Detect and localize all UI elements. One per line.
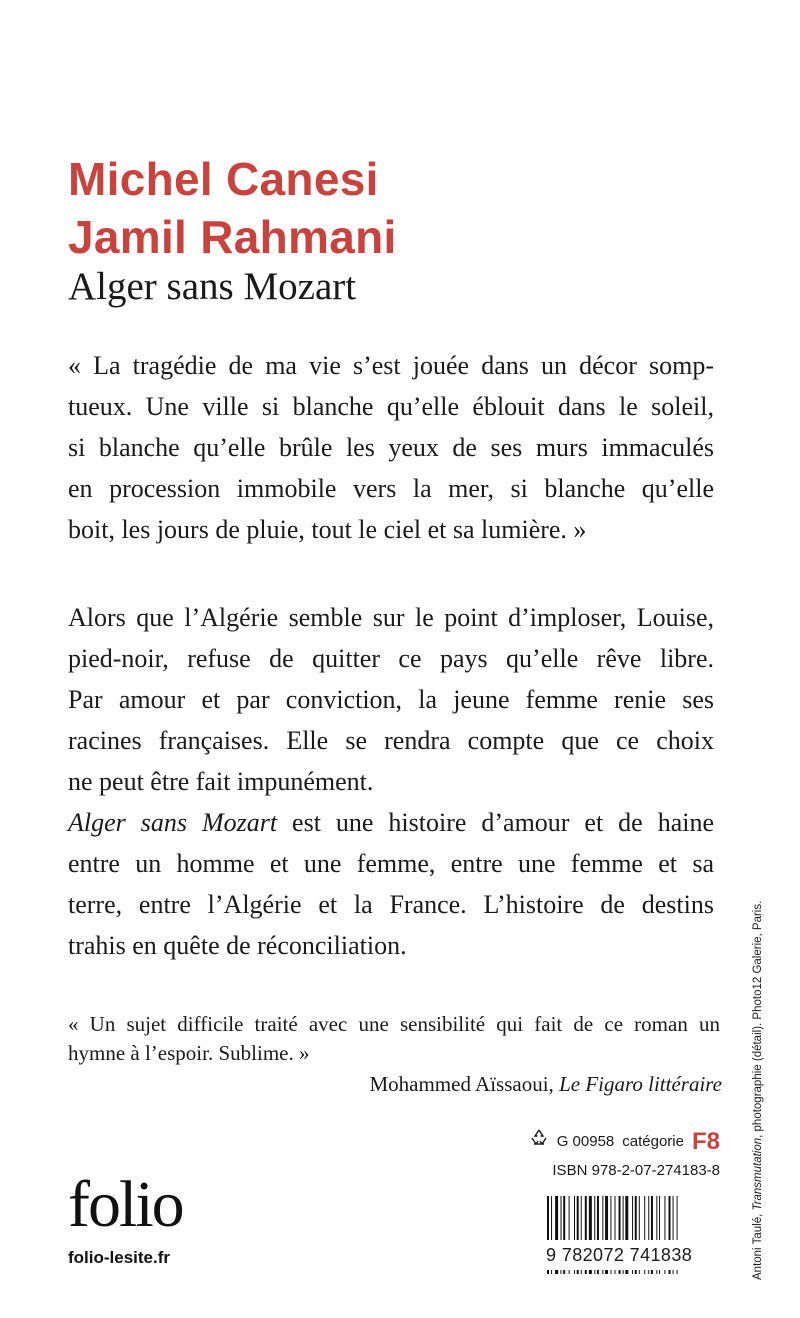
reviewer-name: Mohammed Aïssaoui, [369,1072,560,1096]
description-line: racines françaises. Elle se rendra compte que ce choix [68,726,714,755]
description-line: Alors que l’Algérie semble sur le point d’imploser, Louise, [68,603,714,632]
isbn: ISBN 978-2-07-274183-8 [552,1162,720,1179]
description-line: entre un homme et une femme, entre une femme et sa [68,849,714,878]
review-line: hymne à l’espoir. Sublime. » [68,1041,310,1065]
folio-logo: folio [68,1168,183,1241]
catalog-code: G 00958 [556,1133,615,1150]
category-label: catégorie [622,1133,684,1150]
quote-line: « La tragédie de ma vie s’est jouée dans un décor somp- [68,351,714,380]
description-line: Par amour et par conviction, la jeune femme renie ses [68,685,714,714]
review-line: « Un sujet difficile traité avec une sensibilité qui fait de ce roman un [68,1012,720,1036]
author-name: Jamil Rahmani [68,211,397,263]
press-review [68,1010,720,1068]
description-line: pied-noir, refuse de quitter ce pays qu’elle rêve libre. [68,644,714,673]
publication-name: Le Figaro littéraire [559,1072,722,1096]
credit-artist: Antoni Taulé, [752,1210,764,1280]
opening-quote [68,345,714,550]
author-name: Michel Canesi [68,153,379,205]
quote-line: tueux. Une ville si blanche qu’elle éblouit dans le soleil, [68,392,714,421]
book-title: Alger sans Mozart [68,265,357,308]
publisher-website: folio-lesite.fr [68,1248,171,1267]
authors [68,150,397,266]
credit-source: , photographie (détail). Photo12 Galerie, Paris. [752,900,764,1138]
description-line: terre, entre l’Algérie et la France. L’histoire de destins [68,890,714,919]
review-attribution [369,1070,722,1099]
recycle-icon [529,1128,549,1156]
category-code: F8 [691,1128,720,1155]
description-line: trahis en quête de réconciliation. [68,931,407,960]
credit-work: Transmutation [752,1137,764,1211]
photo-credit [752,901,764,1280]
description-line: ne peut être fait impunément. [68,767,374,796]
barcode-digits: 9 782072 741838 [546,1240,724,1270]
book-description [68,597,714,966]
quote-line: boit, les jours de pluie, tout le ciel et sa lumière. » [68,515,587,544]
catalog-row [529,1128,720,1156]
quote-line: en procession immobile vers la mer, si blanche qu’elle [68,474,714,503]
italic-book-title: Alger sans Mozart [68,808,278,837]
description-line [68,802,714,843]
quote-line: si blanche qu’elle brûle les yeux de ses murs immaculés [68,433,714,462]
description-line-text: est une histoire d’amour et de haine [277,808,714,837]
